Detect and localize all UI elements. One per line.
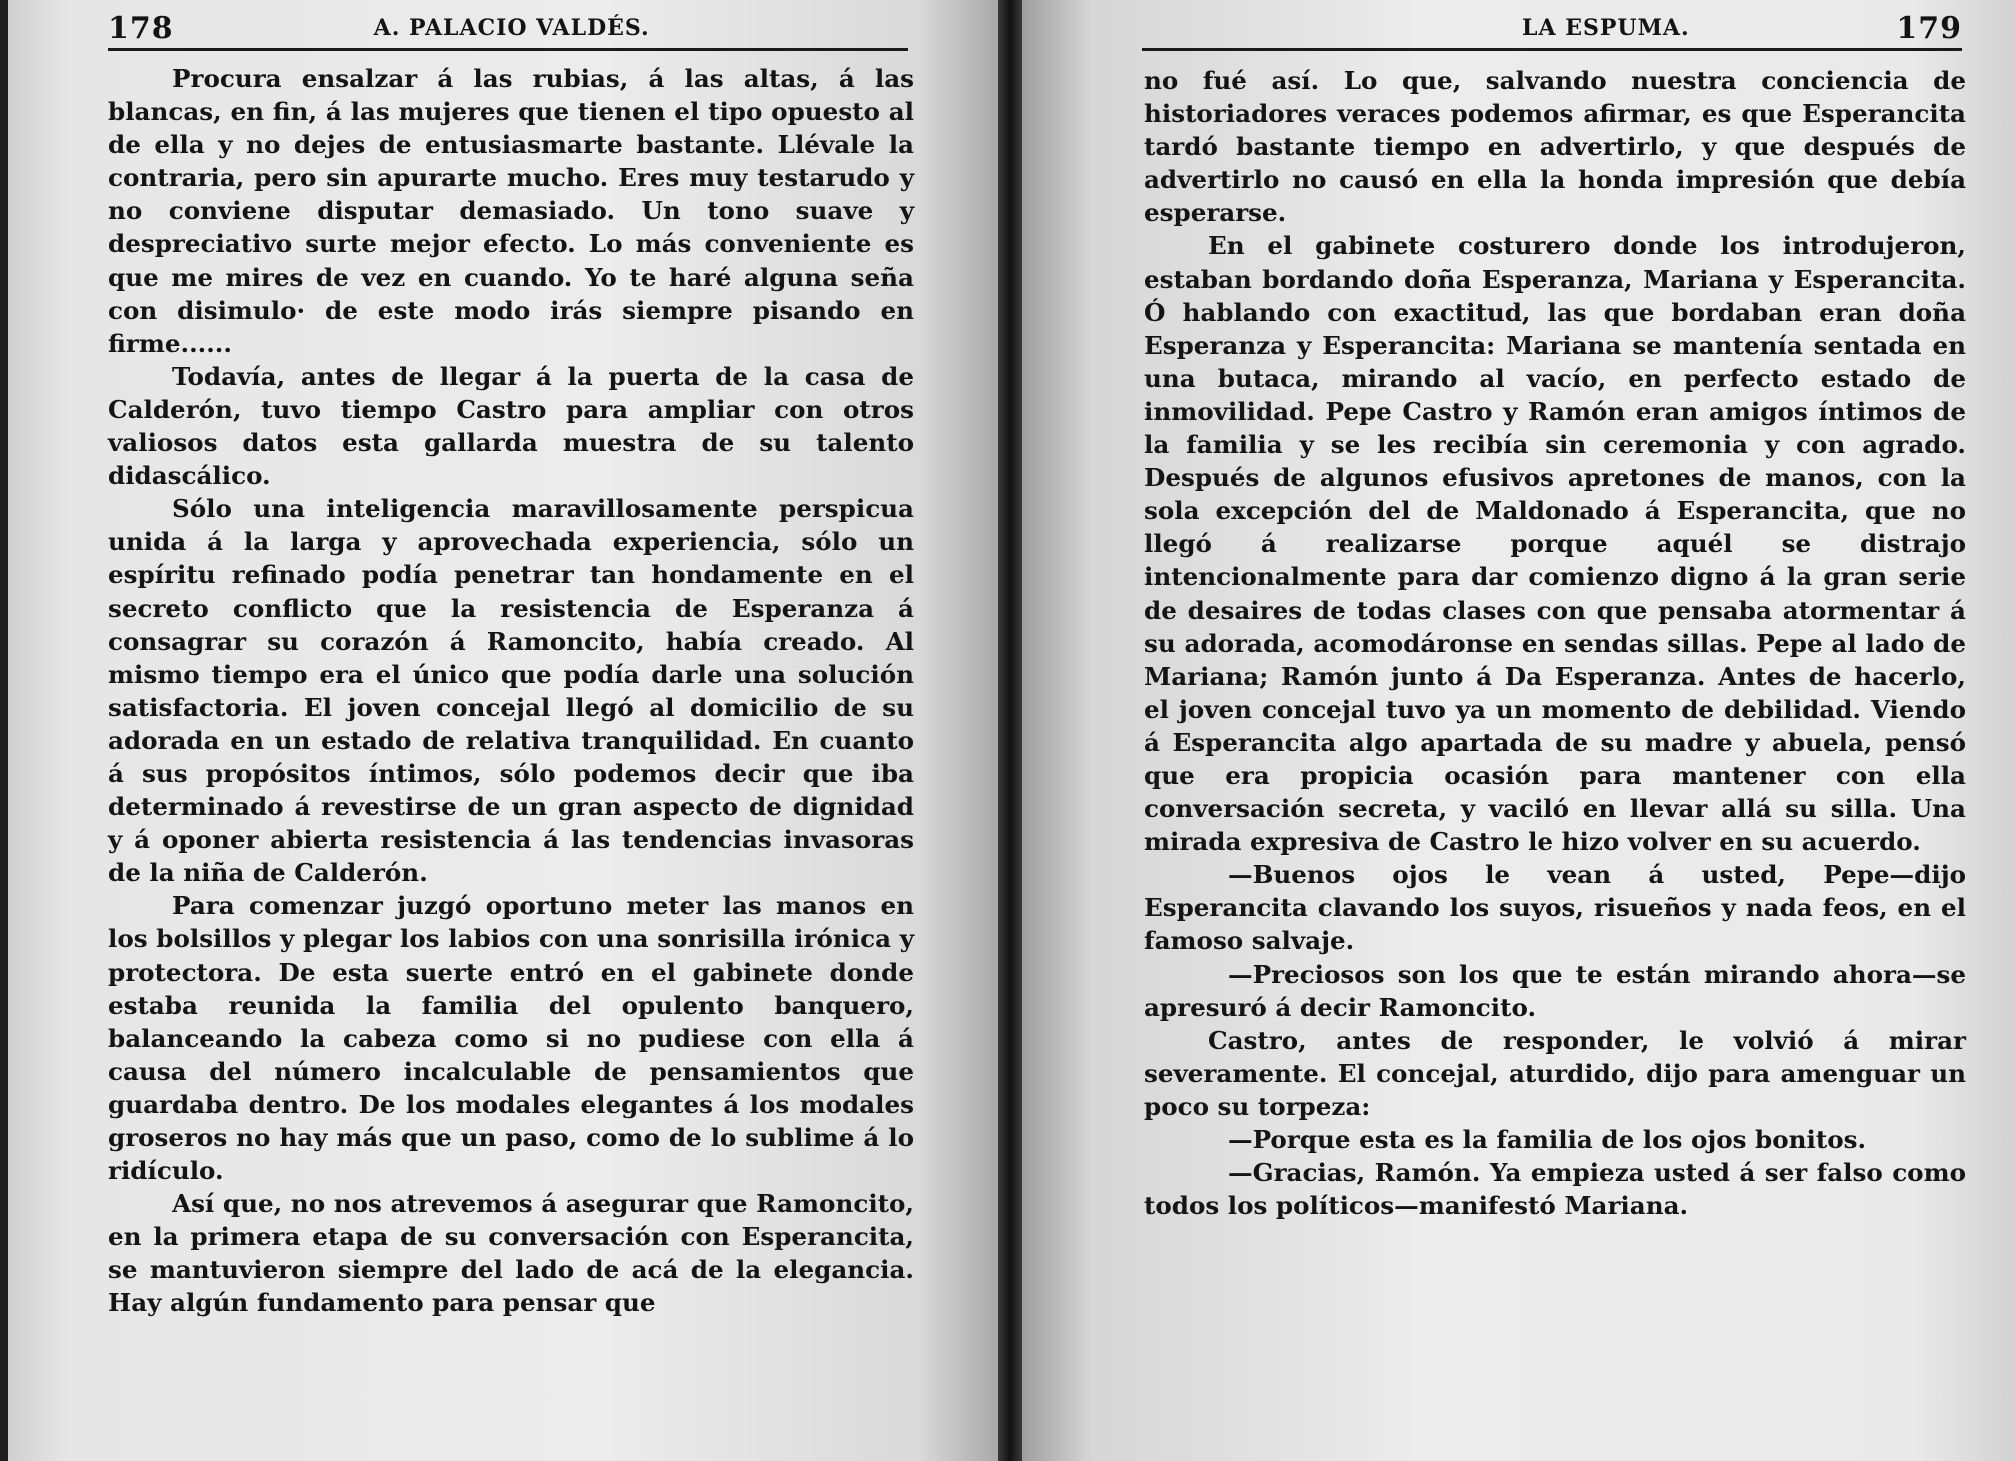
right-page-number: 179: [1896, 10, 1962, 46]
dialogue-line: —Buenos ojos le vean á usted, Pepe—dijo Esperancita clavando los suyos, risueños y nada feos, en el famoso salvaje.: [1144, 860, 1966, 956]
dialogue-line: —Porque esta es la familia de los ojos bonitos.: [1228, 1125, 1867, 1154]
paragraph: Procura ensalzar á las rubias, á las altas, á las blancas, en fin, á las mujeres que tienen el tipo opuesto al de ella y no dejes de entusiasmarte bastante. Llévale la contraria, pero sin apurarte mucho. Eres muy testarudo y no conviene disputar demasiado. Un tono suave y despreciativo surte mejor efecto. Lo más conveniente es que me mires de vez en cuando. Yo te haré alguna seña con disimulo· de este modo irás siempre pisando en firme......: [108, 64, 914, 358]
left-text-block: [108, 62, 914, 1320]
left-header-rule: [108, 48, 908, 51]
left-page: [8, 0, 998, 1461]
right-page: [1022, 0, 2015, 1461]
paragraph: Todavía, antes de llegar á la puerta de la casa de Calderón, tuvo tiempo Castro para ampliar con otros valiosos datos esta gallarda muestra de su talento didascálico.: [108, 361, 914, 491]
paragraph: no fué así. Lo que, salvando nuestra conciencia de historiadores veraces podemos afirmar, es que Esperancita tardó bastante tiempo en advertirlo, y que después de advertirlo no causó en ella la honda impresión que debía esperarse.: [1144, 66, 1966, 228]
paragraph: Castro, antes de responder, le volvió á mirar severamente. El concejal, aturdido, dijo para amenguar un poco su torpeza:: [1144, 1025, 1966, 1121]
dialogue-line: —Gracias, Ramón. Ya empieza usted á ser falso como todos los políticos—manifestó Mariana.: [1144, 1158, 1966, 1221]
right-header-rule: [1142, 48, 1962, 51]
right-text-block: [1144, 64, 1966, 1222]
left-running-title: A. PALACIO VALDÉS.: [373, 15, 650, 41]
right-running-head: [1142, 8, 1962, 48]
book-gutter: [998, 0, 1022, 1461]
paragraph: Así que, no nos atrevemos á asegurar que Ramoncito, en la primera etapa de su conversación con Esperancita, se mantuvieron siempre del lado de acá de la elegancia. Hay algún fundamento para pensar que: [108, 1189, 914, 1318]
right-running-title: LA ESPUMA.: [1522, 15, 1690, 41]
paragraph: Sólo una inteligencia maravillosamente perspicua unida á la larga y aprovechada experiencia, sólo un espíritu refinado podía penetrar tan hondamente en el secreto conflicto que la resistencia de Esperanza á consagrar su corazón á Ramoncito, había creado. Al mismo tiempo era el único que podía darle una solución satisfactoria. El joven concejal llegó al domicilio de su adorada en un estado de relativa tranquilidad. En cuanto á sus propósitos íntimos, sólo podemos decir que iba determinado á revestirse de un gran aspecto de dignidad y á oponer abierta resistencia á las tendencias invasoras de la niña de Calderón.: [108, 494, 914, 888]
left-page-number: 178: [108, 10, 174, 46]
left-running-head: [108, 8, 908, 48]
paragraph: Para comenzar juzgó oportuno meter las manos en los bolsillos y plegar los labios con una sonrisilla irónica y protectora. De esta suerte entró en el gabinete donde estaba reunida la familia del opulento banquero, balanceando la cabeza como si no pudiese con ella á causa del número incalculable de pensamientos que guardaba dentro. De los modales elegantes á los modales groseros no hay más que un paso, como de lo sublime á lo ridículo.: [108, 891, 914, 1186]
dialogue-line: —Preciosos son los que te están mirando ahora—se apresuró á decir Ramoncito.: [1144, 959, 1966, 1022]
paragraph: En el gabinete costurero donde los introdujeron, estaban bordando doña Esperanza, Mariana y Esperancita. Ó hablando con exactitud, las que bordaban eran doña Esperanza y Esperancita: Mariana se mantenía sentada en una butaca, mirando al vacío, en perfecto estado de inmovilidad. Pepe Castro y Ramón eran amigos íntimos de la familia y se les recibía sin ceremonia y con agrado. Después de algunos efusivos apretones de manos, con la sola excepción del de Maldonado á Esperancita, que no llegó á realizarse porque aquél se distrajo intencionalmente para dar comienzo digno á la gran serie de desaires de todas clases con que pensaba atormentar á su adorada, acomodáronse en sendas sillas. Pepe al lado de Mariana; Ramón junto á Da Esperanza. Antes de hacerlo, el joven concejal tuvo ya un momento de debilidad. Viendo á Esperancita algo apartada de su madre y abuela, pensó que era propicia ocasión para mantener con ella conversación secreta, y vaciló en llevar allá su silla. Una mirada expresiva de Castro le hizo volver en su acuerdo.: [1144, 231, 1966, 857]
